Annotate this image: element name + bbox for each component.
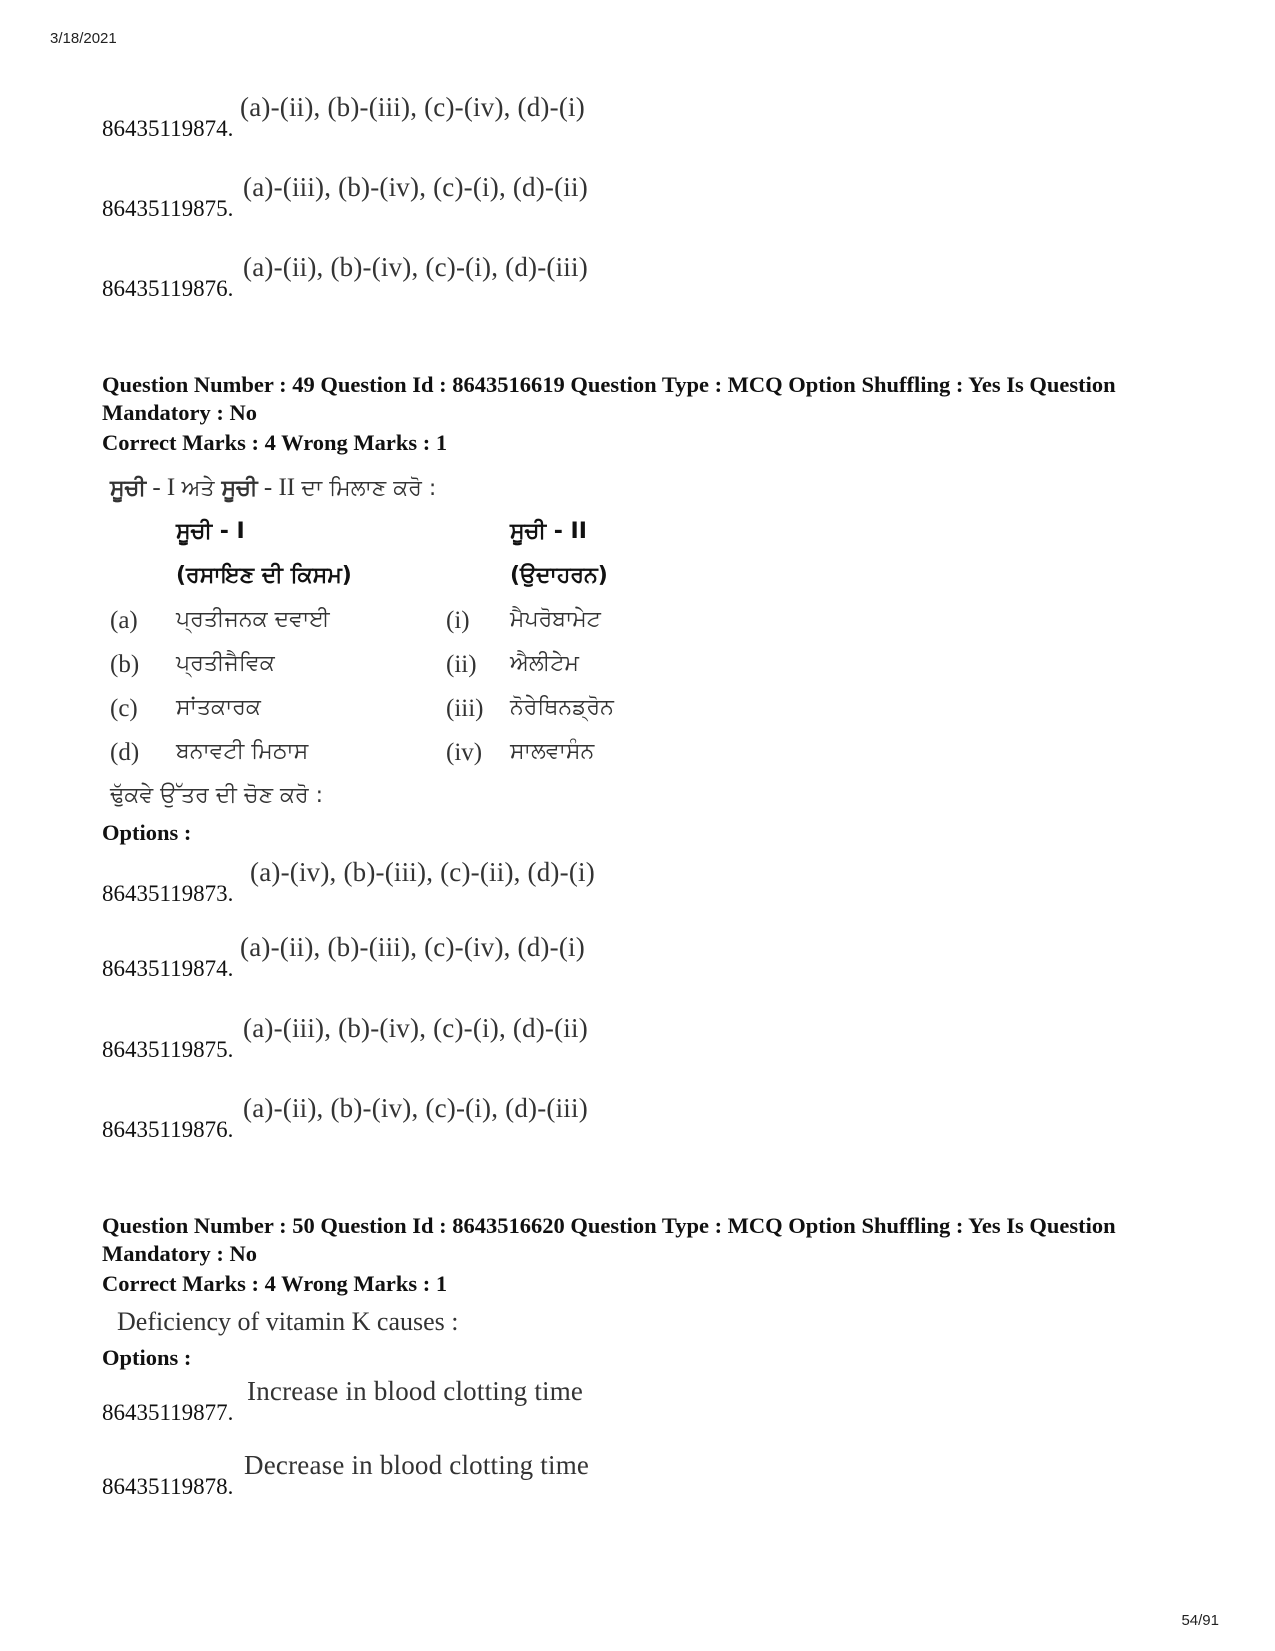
print-date: 3/18/2021: [50, 30, 117, 47]
option-id: 86435119873.: [102, 881, 234, 906]
option-id: 86435119874.: [102, 956, 234, 981]
option-id: 86435119875.: [102, 1037, 234, 1062]
question-50-stem: Deficiency of vitamin K causes :: [117, 1307, 459, 1336]
instruction-rest: ਦਾ ਮਿਲਾਣ ਕਰੋ :: [301, 476, 437, 501]
list-2-item: ਮੈਪਰੋਬਾਮੇਟ: [510, 607, 601, 632]
option-text: Increase in blood clotting time: [247, 1376, 584, 1406]
row-roman: (iv): [446, 739, 483, 766]
list-1-item: ਪ੍ਰਤੀਜਨਕ ਦਵਾਈ: [176, 607, 330, 632]
match-instruction: [110, 474, 436, 502]
instruction-list-word: ਸੂਚੀ: [110, 476, 147, 501]
option-text: Decrease in blood clotting time: [244, 1450, 590, 1480]
list-2-item: ਐਲੀਟੇਮ: [510, 651, 579, 676]
option-id: 86435119876.: [102, 1117, 234, 1142]
list-2-item: ਨੋਰੇਥਿਨਡ੍ਰੋਨ: [510, 695, 614, 720]
option-id: 86435119875.: [102, 196, 234, 221]
options-label: Options :: [102, 1345, 192, 1370]
row-label: (d): [110, 739, 140, 766]
instruction-part2: - II: [257, 474, 302, 501]
instruction-list-word-2: ਸੂਚੀ: [221, 476, 258, 501]
row-roman: (ii): [446, 651, 477, 678]
list-1-item: ਸਾਂਤਕਾਰਕ: [176, 695, 261, 720]
options-label: Options :: [102, 820, 192, 845]
question-50-header: Question Number : 50 Question Id : 8643516620 Question Type : MCQ Option Shuffling : Yes Is Question Mandatory : No: [102, 1213, 1116, 1266]
list-2-subheading: (ਉਦਾਹਰਨ): [510, 563, 608, 588]
instruction-and-word: ਅਤੇ: [181, 476, 222, 501]
instruction-part1: - I: [146, 474, 182, 501]
list-1-subheading: (ਰਸਾਇਣ ਦੀ ਕਿਸਮ): [176, 563, 352, 588]
question-49-header: Question Number : 49 Question Id : 8643516619 Question Type : MCQ Option Shuffling : Yes Is Question Mandatory : No: [102, 372, 1116, 425]
list-2-item: ਸਾਲਵਾਸੰਨ: [510, 739, 595, 764]
option-id: 86435119876.: [102, 276, 234, 301]
row-label: (b): [110, 651, 140, 678]
option-text: (a)-(iii), (b)-(iv), (c)-(i), (d)-(ii): [243, 1013, 588, 1043]
list-1-item: ਪ੍ਰਤੀਜੈਵਿਕ: [176, 651, 275, 676]
list-2-heading: ਸੂਚੀ - II: [510, 519, 587, 544]
choose-instruction: ਢੁੱਕਵੇ ਉੱਤਰ ਦੀ ਚੋਣ ਕਰੋ :: [110, 783, 324, 808]
page-number: 54/91: [1181, 1612, 1219, 1629]
list-1-item: ਬਨਾਵਟੀ ਮਿਠਾਸ: [176, 739, 309, 764]
list-1-heading: ਸੂਚੀ - I: [176, 519, 245, 544]
row-roman: (i): [446, 607, 470, 634]
question-50-marks: Correct Marks : 4 Wrong Marks : 1: [102, 1271, 448, 1296]
question-49-marks: Correct Marks : 4 Wrong Marks : 1: [102, 430, 448, 455]
option-text: (a)-(iii), (b)-(iv), (c)-(i), (d)-(ii): [243, 172, 588, 202]
option-id: 86435119878.: [102, 1474, 234, 1499]
row-roman: (iii): [446, 695, 484, 722]
option-text: (a)-(ii), (b)-(iv), (c)-(i), (d)-(iii): [243, 252, 588, 282]
option-id: 86435119874.: [102, 116, 234, 141]
option-text: (a)-(ii), (b)-(iv), (c)-(i), (d)-(iii): [243, 1093, 588, 1123]
row-label: (c): [110, 695, 138, 722]
row-label: (a): [110, 607, 138, 634]
option-text: (a)-(ii), (b)-(iii), (c)-(iv), (d)-(i): [240, 92, 585, 122]
option-id: 86435119877.: [102, 1400, 234, 1425]
option-text: (a)-(iv), (b)-(iii), (c)-(ii), (d)-(i): [250, 857, 595, 887]
option-text: (a)-(ii), (b)-(iii), (c)-(iv), (d)-(i): [240, 932, 585, 962]
